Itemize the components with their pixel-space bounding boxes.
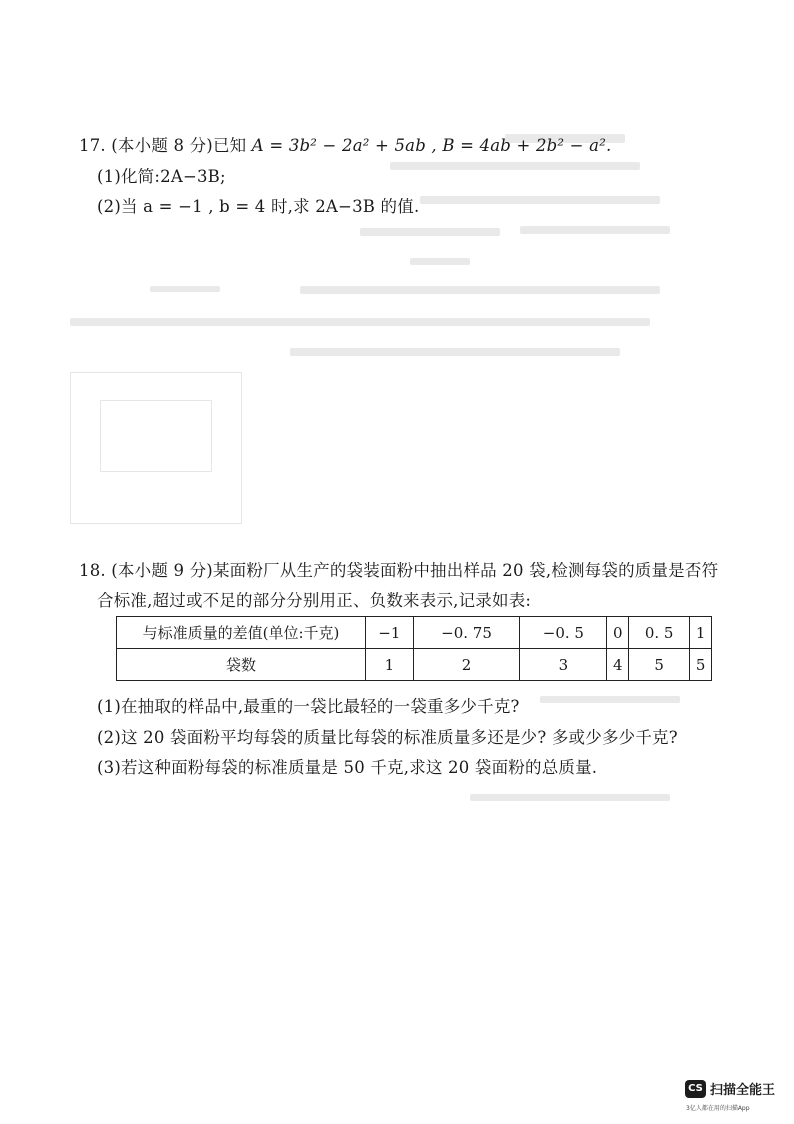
table-cell-diff: −0. 75 bbox=[413, 617, 520, 649]
table-cell-diff: 0 bbox=[607, 617, 629, 649]
scanner-watermark bbox=[685, 1079, 775, 1098]
q18-part3: (3)若这种面粉每袋的标准质量是 50 千克,求这 20 袋面粉的总质量. bbox=[97, 758, 598, 777]
table-cell-count: 1 bbox=[366, 649, 414, 681]
q17-part2: (2)当 a = −1 , b = 4 时,求 2A−3B 的值. bbox=[97, 197, 420, 216]
table-cell-count: 4 bbox=[607, 649, 629, 681]
table-header-count: 袋数 bbox=[117, 649, 366, 681]
table-cell-count: 2 bbox=[413, 649, 520, 681]
table-row-counts bbox=[117, 649, 712, 681]
q18-part2: (2)这 20 袋面粉平均每袋的质量比每袋的标准质量多还是少? 多或少多少千克? bbox=[97, 728, 678, 747]
q17-title bbox=[79, 132, 611, 156]
q18-title-line1: 18. (本小题 9 分)某面粉厂从生产的袋装面粉中抽出样品 20 袋,检测每袋的质量是否符 bbox=[79, 561, 719, 580]
table-row-diffs bbox=[117, 617, 712, 649]
data-table bbox=[116, 616, 712, 681]
camscanner-logo-icon: CS bbox=[685, 1080, 706, 1098]
table-cell-count: 5 bbox=[690, 649, 712, 681]
table-cell-count: 5 bbox=[629, 649, 690, 681]
watermark-tagline: 3亿人都在用的扫描App bbox=[686, 1105, 750, 1112]
table-cell-diff: 0. 5 bbox=[629, 617, 690, 649]
table-cell-diff: −0. 5 bbox=[520, 617, 607, 649]
watermark-name: 扫描全能王 bbox=[710, 1083, 776, 1098]
table-cell-diff: 1 bbox=[690, 617, 712, 649]
table-header-diff: 与标准质量的差值(单位:千克) bbox=[117, 617, 366, 649]
q17-part1: (1)化简:2A−3B; bbox=[97, 167, 226, 186]
table-cell-count: 3 bbox=[520, 649, 607, 681]
q17-title-math: A = 3b² − 2a² + 5ab , B = 4ab + 2b² − a². bbox=[251, 136, 612, 155]
q18-title-line2: 合标准,超过或不足的部分分别用正、负数来表示,记录如表: bbox=[97, 591, 532, 610]
q18-part1: (1)在抽取的样品中,最重的一袋比最轻的一袋重多少千克? bbox=[97, 697, 520, 716]
table-cell-diff: −1 bbox=[366, 617, 414, 649]
q17-title-prefix: 17. (本小题 8 分)已知 bbox=[79, 136, 252, 155]
